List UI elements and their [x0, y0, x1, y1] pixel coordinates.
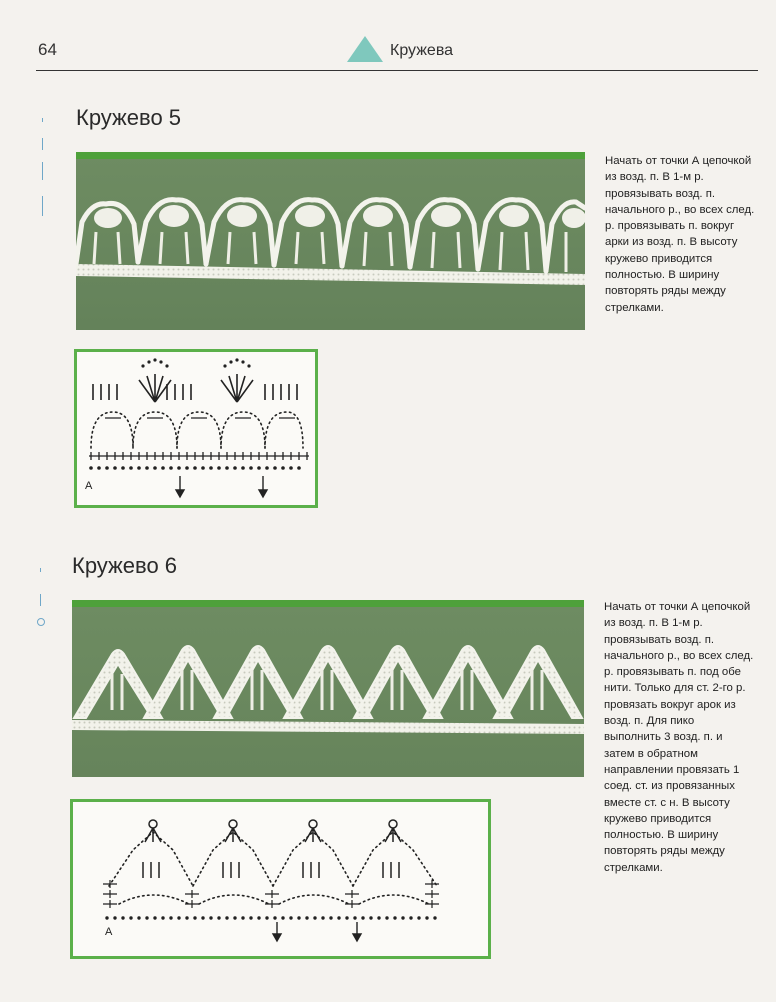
triangle-icon [346, 35, 384, 63]
margin-mark [42, 162, 43, 180]
lace6-diagram [70, 799, 491, 959]
lace6-instructions: Начать от точки А цепочкой из возд. п. В 1-м р. провязывать возд. п. начального р., во всех след. р. провязывать п. под обе нити. Только для ст. 2-го р. провязать вокруг арок из возд. п. Для пико выполнить 3 возд. п. и затем в обратном направлении провязать 1 соед. ст. из провязанных вместе ст. с н. В высоту кружево приводится полностью. В ширину повторять ряды между стрелками. [604, 601, 754, 874]
lace5-title: Кружево 5 [76, 105, 182, 130]
lace6-start-label: А [105, 926, 113, 938]
lace5-instructions: Начать от точки А цепочкой из возд. п. В 1-м р. провязывать возд. п. начального р., во всех след. р. провязывать п. вокруг арки из возд. п. В высоту кружево приводится полностью. В ширину повторять ряды между стрелками. [605, 155, 755, 314]
lace6-diagram-chart [73, 802, 488, 956]
lace5-lace-picture [76, 152, 585, 330]
margin-mark [40, 568, 41, 572]
lace5-start-label: А [85, 480, 93, 492]
lace5-diagram-chart [77, 352, 315, 505]
lace5-photo [76, 152, 585, 330]
lace6-title: Кружево 6 [72, 553, 178, 578]
margin-mark [42, 196, 43, 216]
margin-mark [40, 594, 41, 606]
lace6-lace-picture [72, 600, 584, 777]
header-rule [36, 70, 758, 71]
lace6-photo [72, 600, 584, 777]
lace5-diagram [74, 349, 318, 508]
page-number: 64 [38, 40, 57, 59]
section-title: Кружева [390, 42, 454, 59]
margin-mark [42, 118, 43, 122]
margin-ring [37, 618, 45, 626]
margin-mark [42, 138, 43, 150]
